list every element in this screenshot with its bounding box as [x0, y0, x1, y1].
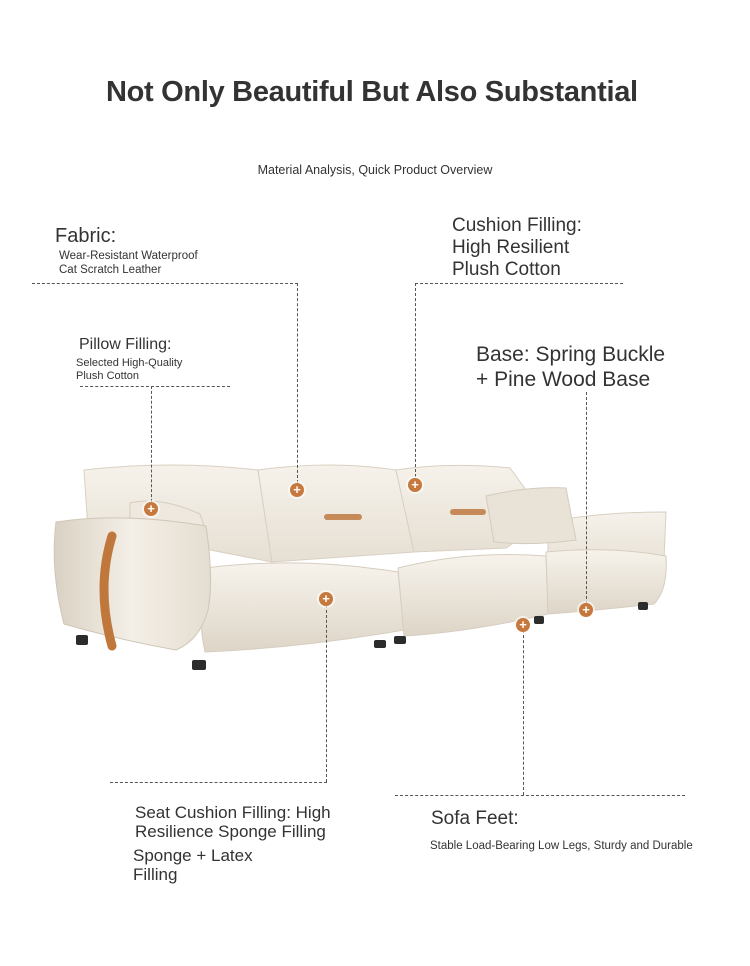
seat-line-3: Sponge + Latex — [133, 846, 253, 865]
cushion-guide-v — [415, 283, 416, 477]
cushion-guide-h — [415, 283, 623, 284]
fabric-title: Fabric: — [55, 225, 117, 247]
seat-line-2: Resilience Sponge Filling — [135, 822, 326, 841]
base-guide-v — [586, 392, 587, 604]
seat-guide-h — [110, 782, 327, 783]
fabric-marker[interactable]: + — [290, 483, 304, 497]
feet-desc: Stable Load-Bearing Low Legs, Sturdy and Durable — [430, 840, 693, 852]
base-line-2: + Pine Wood Base — [476, 368, 651, 391]
pillow-guide-h — [80, 386, 230, 387]
feet-guide-v — [523, 630, 524, 795]
base-marker[interactable]: + — [579, 603, 593, 617]
cushion-line-3: Plush Cotton — [452, 259, 561, 280]
page-title: Not Only Beautiful But Also Substantial — [106, 76, 638, 108]
cushion-line-1: Cushion Filling: — [452, 215, 582, 236]
feet-title: Sofa Feet: — [431, 808, 519, 829]
fabric-guide-v — [297, 283, 298, 483]
fabric-guide-h — [32, 283, 298, 284]
seat-guide-v — [326, 605, 327, 782]
seat-marker[interactable]: + — [319, 592, 333, 606]
base-line-1: Base: Spring Buckle — [476, 343, 666, 366]
seat-line-4: Filling — [133, 865, 178, 884]
fabric-desc-2: Cat Scratch Leather — [59, 264, 162, 276]
cushion-marker[interactable]: + — [408, 478, 422, 492]
feet-marker[interactable]: + — [516, 618, 530, 632]
pillow-marker[interactable]: + — [144, 502, 158, 516]
pillow-desc-1: Selected High-Quality — [76, 357, 183, 369]
feet-guide-h — [395, 795, 685, 796]
cushion-line-2: High Resilient — [452, 237, 570, 258]
page-subtitle: Material Analysis, Quick Product Overview — [257, 163, 493, 177]
pillow-title: Pillow Filling: — [79, 336, 172, 353]
pillow-guide-v — [151, 386, 152, 502]
fabric-desc-1: Wear-Resistant Waterproof — [59, 250, 198, 262]
seat-line-1: Seat Cushion Filling: High — [135, 803, 331, 822]
pillow-desc-2: Plush Cotton — [76, 370, 139, 382]
